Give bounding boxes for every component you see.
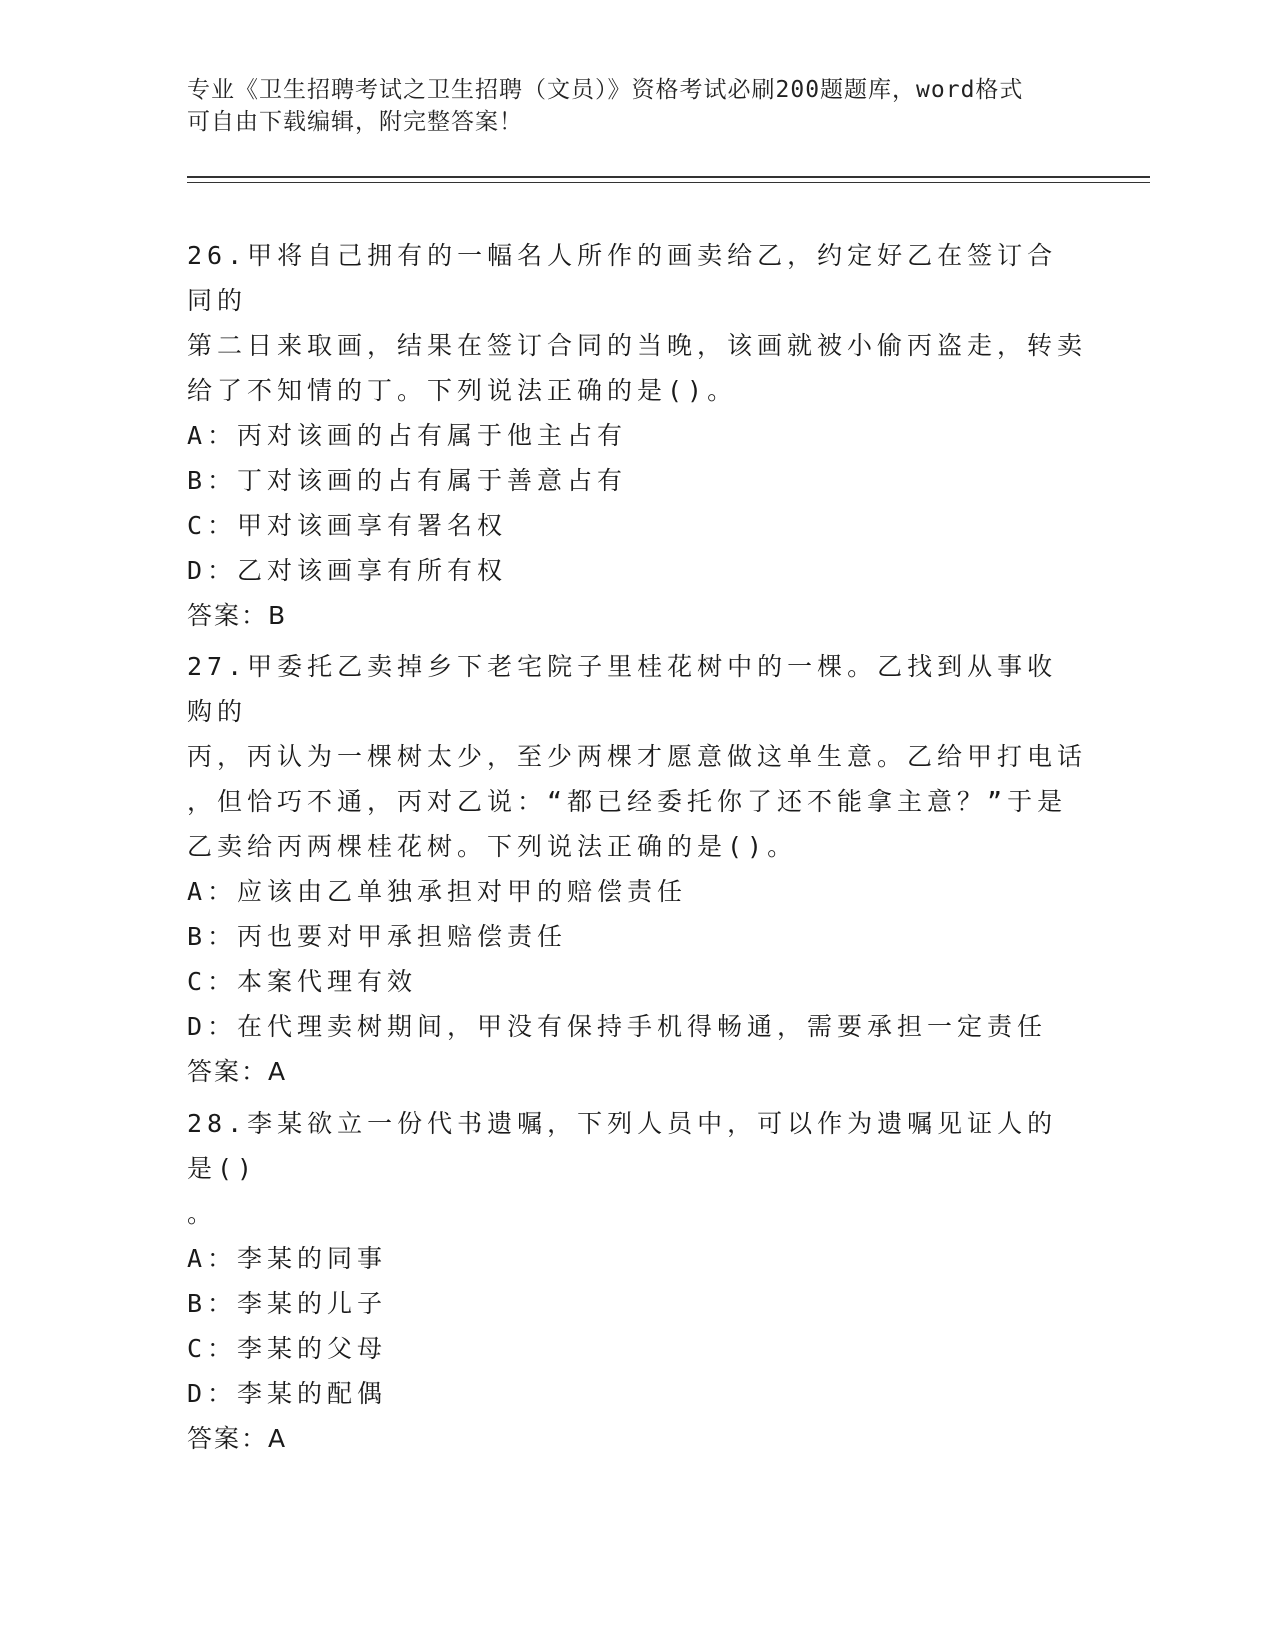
question-stem-line: ，但恰巧不通，丙对乙说：“都已经委托你了还不能拿主意？”于是: [187, 787, 1068, 816]
answer-label: 答案：B: [187, 601, 288, 630]
question-28: [187, 1101, 1087, 1461]
question-stem-line: 27.甲委托乙卖掉乡下老宅院子里桂花树中的一棵。乙找到从事收购的: [187, 652, 1058, 726]
question-26: [187, 233, 1087, 638]
question-stem-line: 28.李某欲立一份代书遗嘱，下列人员中，可以作为遗嘱见证人的是(): [187, 1109, 1058, 1183]
question-stem-line: 第二日来取画，结果在签订合同的当晚，该画就被小偷丙盗走，转卖: [187, 331, 1088, 360]
answer-label: 答案：A: [187, 1424, 288, 1453]
option-b: B：丙也要对甲承担赔偿责任: [187, 922, 568, 951]
option-b: B：丁对该画的占有属于善意占有: [187, 466, 628, 495]
question-stem-line: 乙卖给丙两棵桂花树。下列说法正确的是()。: [187, 832, 798, 861]
header-line-2: 可自由下载编辑，附完整答案！: [187, 109, 523, 135]
question-27: [187, 644, 1087, 1094]
option-c: C：本案代理有效: [187, 967, 418, 996]
question-stem-line: 。: [187, 1199, 218, 1228]
answer-label: 答案：A: [187, 1057, 288, 1086]
question-stem-line: 丙，丙认为一棵树太少，至少两棵才愿意做这单生意。乙给甲打电话: [187, 742, 1088, 771]
option-a: A：丙对该画的占有属于他主占有: [187, 421, 628, 450]
option-a: A：李某的同事: [187, 1244, 388, 1273]
option-a: A：应该由乙单独承担对甲的赔偿责任: [187, 877, 688, 906]
option-b: B：李某的儿子: [187, 1289, 388, 1318]
option-c: C：甲对该画享有署名权: [187, 511, 508, 540]
question-stem-line: 给了不知情的丁。下列说法正确的是()。: [187, 376, 738, 405]
header-divider-thin: [187, 182, 1150, 183]
option-d: D：在代理卖树期间，甲没有保持手机得畅通，需要承担一定责任: [187, 1012, 1048, 1041]
header-divider-thick: [187, 176, 1150, 178]
question-stem-line: 26.甲将自己拥有的一幅名人所作的画卖给乙，约定好乙在签订合同的: [187, 241, 1058, 315]
document-header: [187, 74, 1087, 138]
option-c: C：李某的父母: [187, 1334, 388, 1363]
option-d: D：乙对该画享有所有权: [187, 556, 508, 585]
header-line-1: 专业《卫生招聘考试之卫生招聘（文员）》资格考试必刷200题题库，word格式: [187, 77, 1024, 103]
option-d: D：李某的配偶: [187, 1379, 388, 1408]
